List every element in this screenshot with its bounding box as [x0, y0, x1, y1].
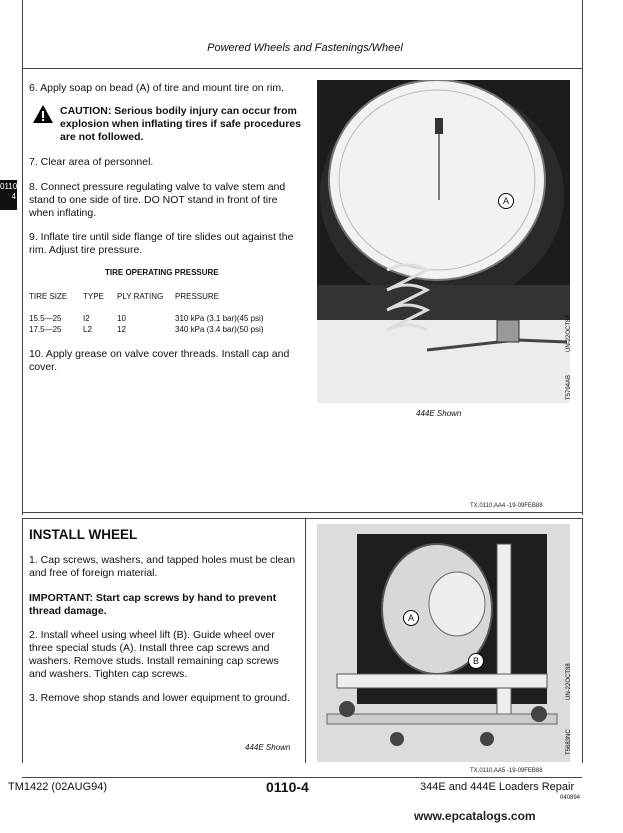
- section2-ref: TX,0110,AA5 -19-09FEB88: [470, 768, 543, 774]
- step-6: 6. Apply soap on bead (A) of tire and mount tire on rim.: [29, 82, 285, 94]
- wheel-install-photo: [317, 524, 570, 762]
- photo2-label-a: A: [403, 610, 419, 626]
- photo2-label-b: B: [468, 653, 484, 669]
- photo2-caption: 444E Shown: [245, 743, 291, 752]
- install-step-1: 1. Cap screws, washers, and tapped holes must be clean and free of foreign material.: [29, 554, 296, 579]
- step-9: 9. Inflate tire until side flange of tire slides out against the rim. Adjust tire pressure.: [29, 231, 294, 256]
- caution-text: CAUTION: Serious bodily injury can occur from explosion when inflating tires if safe procedures are not followed.: [60, 105, 301, 143]
- right-border-bottom: [582, 518, 583, 763]
- page-tab: [0, 180, 17, 210]
- left-border-bottom: [22, 518, 23, 763]
- table-cell: 340 kPa (3.4 bar)(50 psi): [175, 325, 264, 334]
- watermark: www.epcatalogs.com: [414, 809, 536, 823]
- table-row: [29, 325, 295, 336]
- section1-top-rule: [22, 68, 582, 69]
- footer-right: 344E and 444E Loaders Repair: [420, 781, 575, 793]
- section2-top-rule: [22, 518, 582, 519]
- table-cell: L2: [83, 325, 92, 334]
- section1-ref: TX,0110,AA4 -19-09FEB88: [470, 503, 543, 509]
- table-cell: 310 kPa (3.1 bar)(45 psi): [175, 314, 264, 323]
- footer-date-code: 040894: [560, 795, 581, 801]
- table-cell: 15.5—25: [29, 314, 62, 323]
- section-title: INSTALL WHEEL: [29, 527, 138, 542]
- table-header-cell: TYPE: [83, 292, 104, 301]
- page-tab-line1: 0110: [0, 182, 18, 191]
- section2-divider: [305, 518, 306, 763]
- page-number: 0110-4: [266, 779, 309, 795]
- table-title: TIRE OPERATING PRESSURE: [105, 268, 219, 277]
- tire-inflation-photo: [317, 80, 570, 403]
- important-note: IMPORTANT: Start cap screws by hand to prevent thread damage.: [29, 592, 277, 617]
- step-10: 10. Apply grease on valve cover threads. Install cap and cover.: [29, 348, 290, 373]
- table-cell: I2: [83, 314, 90, 323]
- page-tab-line2: 4: [11, 192, 16, 201]
- left-border-top: [22, 0, 23, 515]
- install-step-2: 2. Install wheel using wheel lift (B). Guide wheel over three special studs (A). Install three cap screws and washers. Remove studs. Install remaining cap screws and washers. Tighten cap screws.: [29, 629, 279, 680]
- right-border-top: [582, 0, 583, 515]
- section1-bottom-rule: [22, 512, 582, 513]
- section2-bottom-rule: [22, 777, 582, 778]
- table-cell: 10: [117, 314, 126, 323]
- table-header-row: [29, 292, 295, 303]
- table-cell: 12: [117, 325, 126, 334]
- table-header-cell: TIRE SIZE: [29, 292, 68, 301]
- tire-pressure-table: [29, 292, 295, 336]
- photo-label-a: A: [498, 193, 514, 209]
- table-row: [29, 314, 295, 325]
- photo-code-date: UN-22OCT88: [566, 315, 572, 352]
- step-8: 8. Connect pressure regulating valve to valve stem and stand to one side of tire. DO NOT stand in front of tire when inflating.: [29, 181, 286, 219]
- photo2-code-date: UN-22OCT88: [566, 663, 572, 700]
- install-step-3: 3. Remove shop stands and lower equipment to ground.: [29, 692, 290, 704]
- table-header-cell: PLY RATING: [117, 292, 164, 301]
- warning-icon: [32, 104, 54, 126]
- photo2-code: T5683NC: [566, 729, 572, 755]
- footer-left: TM1422 (02AUG94): [8, 781, 108, 793]
- photo-code: T5794AB: [566, 374, 572, 400]
- table-cell: 17.5—25: [29, 325, 62, 334]
- table-header-cell: PRESSURE: [175, 292, 220, 301]
- photo-caption: 444E Shown: [416, 409, 462, 418]
- step-7: 7. Clear area of personnel.: [29, 156, 154, 168]
- header-title: Powered Wheels and Fastenings/Wheel: [207, 42, 403, 54]
